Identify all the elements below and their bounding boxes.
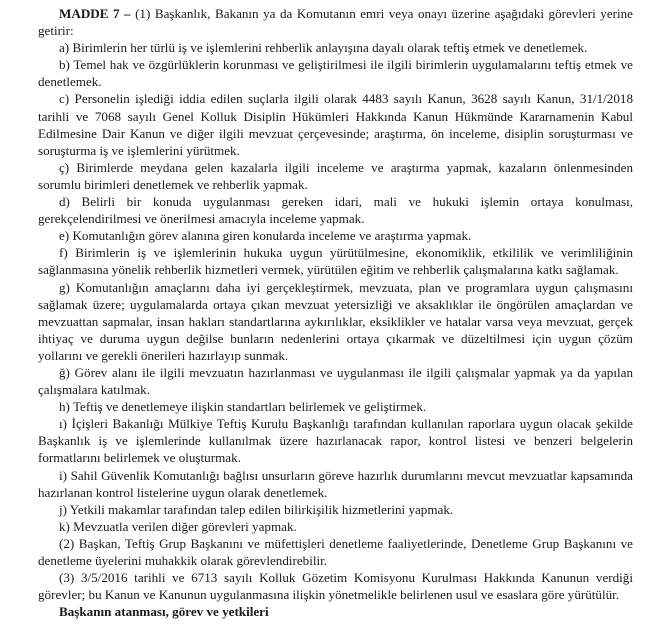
- paragraph-text: g) Komutanlığın amaçlarını daha iyi gerçekleştirmek, mevzuata, plan ve programlara uygun çalışmasını sağlamak üzere; uygulamalarda ortaya çıkan mevzuat yetersizliği ve aksaklıklar ile öngörülen amaçlardan ve mevzuattan sapmalar, insan hakları standartlarına aykırılıklar, eksiklikler ve hatalar varsa veya mevzuat, gerçek ihtiyaç ve duruma uygun değilse bunların nedenlerini ortaya çıkarmak ve düzeltilmesi için uygun çözüm yollarını ve gerekli önerileri hazırlayıp sunmak.: [38, 279, 633, 363]
- paragraph-text: (3) 3/5/2016 tarihli ve 6713 sayılı Kolluk Gözetim Komisyonu Kurulması Hakkında Kanunun verdiği görevler; bu Kanun ve Kanunun uygulanmasına ilişkin yönetmelikle belirlenen usul ve esaslara göre yürütülür.: [38, 570, 633, 603]
- paragraph-item-g: [38, 279, 633, 364]
- paragraph-text: f) Birimlerin iş ve işlemlerinin hukuka uygun yürütülmesine, ekonomiklik, etkililik ve verimliliğinin sağlanmasına yönelik rehberlik hizmetleri vermek, yürütülen eğitim ve rehberlik çalışmalarına katkı sağlamak.: [38, 245, 633, 278]
- paragraph-text: c) Personelin işlediği iddia edilen suçlarla ilgili olarak 4483 sayılı Kanun, 3628 sayılı Kanun, 31/1/2018 tarihli ve 7068 sayılı Genel Kolluk Disiplin Hükümleri Hakkında Kanun Hükmünde Kararnamenin Kabul Edilmesine Dair Kanun ve diğer ilgili mevzuat çerçevesinde; araştırma, ön inceleme, disiplin soruşturması ve soruşturma iş ve işlemlerini yürütmek.: [38, 91, 633, 158]
- paragraph-clause-2: [38, 535, 633, 569]
- paragraph-text: k) Mevzuatla verilen diğer görevleri yapmak.: [59, 518, 297, 534]
- paragraph-item-c: [38, 90, 633, 158]
- paragraph-item-e: [38, 227, 633, 244]
- paragraph-item-g-breve: [38, 364, 633, 398]
- paragraph-text: (2) Başkan, Teftiş Grup Başkanını ve müfettişleri denetleme faaliyetlerinde, Denetleme Grup Başkanını ve denetleme üyelerini muhakkik olarak görevlendirebilir.: [38, 535, 633, 568]
- paragraph-clause-3: [38, 569, 633, 603]
- madde-label: MADDE 7 –: [59, 6, 136, 21]
- paragraph-text: d) Belirli bir konuda uygulanması gereken idari, mali ve hukuki işlemin ortaya konulması, gerekçelendirilmesi ve önerilmesi amacıyla inceleme yapmak.: [38, 194, 633, 227]
- paragraph-text: ç) Birimlerde meydana gelen kazalarla ilgili inceleme ve araştırma yapmak, kazaların önlenmesinden sorumlu birimleri denetlemek ve rehberlik yapmak.: [38, 159, 633, 192]
- paragraph-item-h: [38, 398, 633, 415]
- paragraph-text: j) Yetkili makamlar tarafından talep edilen bilirkişilik hizmetlerini yapmak.: [59, 501, 454, 517]
- paragraph-item-d: [38, 193, 633, 227]
- paragraph-item-j: [38, 501, 633, 518]
- paragraph-text: ğ) Görev alanı ile ilgili mevzuatın hazırlanması ve uygulanması ile ilgili çalışmalar yapmak ya da yapılan çalışmalara katılmak.: [38, 364, 633, 398]
- paragraph-item-b: [38, 56, 633, 90]
- paragraph-item-i-dotless: [38, 415, 633, 466]
- paragraph-text: i) Sahil Güvenlik Komutanlığı bağlısı unsurların göreve hazırlık durumlarını mevcut mevzuatlar kapsamında hazırlanan kontrol listelerine uygun olarak denetlemek.: [38, 467, 633, 500]
- paragraph-text: h) Teftiş ve denetlemeye ilişkin standartları belirlemek ve geliştirmek.: [59, 399, 427, 415]
- paragraph-text: (1) Başkanlık, Bakanın ya da Komutanın emri veya onayı üzerine aşağıdaki görevleri yerine getirir:: [38, 6, 633, 39]
- paragraph-text: a) Birimlerin her türlü iş ve işlemlerini rehberlik anlayışına dayalı olarak teftiş etmek ve denetlemek.: [59, 40, 588, 56]
- paragraph-text: b) Temel hak ve özgürlüklerin korunması ve geliştirilmesi ile ilgili birimlerin uygulamalarını teftiş etmek ve denetlemek.: [38, 57, 633, 90]
- paragraph-text: ı) İçişleri Bakanlığı Mülkiye Teftiş Kurulu Başkanlığı tarafından kullanılan raporlara uygun olacak şekilde Başkanlık iş ve işlemlerinde kullanılmak üzere hazırlanacak rapor, kontrol listesi ve benzeri belgelerin formatlarını belirlemek ve oluşturmak.: [38, 416, 633, 466]
- section-heading: Başkanın atanması, görev ve yetkileri: [59, 604, 269, 620]
- paragraph-item-i-dotted: [38, 467, 633, 501]
- paragraph-text: e) Komutanlığın görev alanına giren konularda inceleme ve araştırma yapmak.: [59, 228, 472, 244]
- paragraph-item-c-cedilla: [38, 159, 633, 193]
- paragraph-madde-7-intro: [38, 5, 633, 39]
- paragraph-item-f: [38, 244, 633, 278]
- paragraph-item-a: [38, 39, 633, 56]
- paragraph-item-k: [38, 518, 633, 535]
